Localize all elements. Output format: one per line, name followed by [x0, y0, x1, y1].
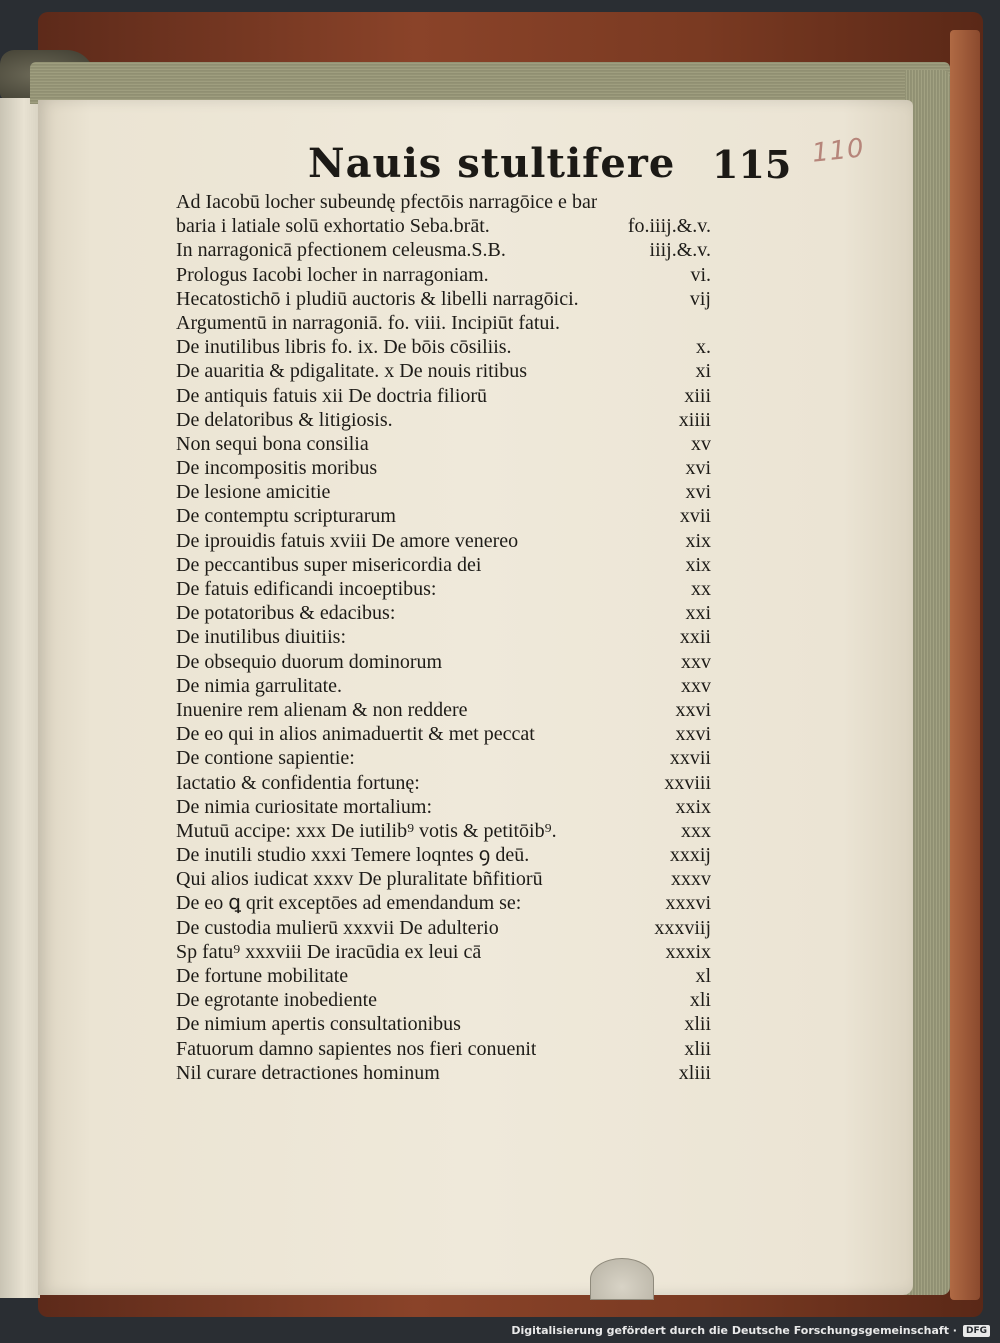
toc-entry-page: xxix: [675, 795, 711, 818]
toc-entry-page: xl: [695, 965, 711, 987]
toc-entry-title: De nimium apertis consultationibus: [176, 1013, 461, 1036]
cover-edge: [950, 30, 980, 1300]
toc-entry: [176, 771, 711, 795]
toc-entry-title: De incompositis moribus: [176, 457, 378, 480]
toc-entry-page: xix: [685, 553, 711, 576]
toc-entry-title: De egrotante inobediente: [176, 989, 378, 1012]
toc-entry: [176, 964, 711, 988]
toc-entry-title: De lesione amicitie: [176, 481, 331, 504]
toc-entry-page: xxvii: [669, 747, 711, 770]
toc-entry: [176, 238, 711, 262]
toc-entry-title: De inutili studio xxxi Temere loqntes ꝯ deū.: [176, 844, 530, 867]
toc-entry-title: De fatuis edificandi incoeptibus:: [176, 578, 437, 600]
toc-entry: [176, 867, 711, 891]
toc-entry: [176, 1037, 711, 1061]
toc-entry-title: De contemptu scripturarum: [176, 505, 396, 528]
toc-entry-page: xvi: [685, 457, 711, 480]
toc-entry: [176, 480, 711, 504]
toc-entry-page: xxvi: [675, 698, 711, 721]
toc-entry-title: Argumentū in narragoniā. fo. viii. Incipiūt fatui.: [176, 311, 560, 334]
toc-entry-page: xxvi: [675, 723, 711, 746]
toc-entry-page: iiij.&.v.: [649, 239, 711, 262]
toc-entry-title: De peccantibus super misericordia dei: [176, 553, 482, 576]
toc-entry: [176, 504, 711, 528]
credit-text: Digitalisierung gefördert durch die Deutsche Forschungsgemeinschaft ·: [511, 1324, 957, 1337]
toc-entry-page: xix: [685, 529, 711, 552]
toc-entry-title: De obsequio duorum dominorum: [176, 650, 443, 673]
toc-entry-title: De nimia garrulitate.: [176, 674, 343, 697]
toc-entry-title: De auaritia & pdigalitate. x De nouis ritibus: [176, 360, 528, 383]
toc-entry-title: Fatuorum damno sapientes nos fieri conuenit: [176, 1037, 537, 1060]
toc-entry: [176, 674, 711, 698]
toc-entry: [176, 722, 711, 746]
toc-entry-page: xiiii: [678, 408, 711, 431]
toc-entry-page: xxii: [679, 626, 711, 649]
toc-entry: [176, 746, 711, 770]
toc-entry-page: xxxix: [665, 940, 711, 963]
toc-entry-page: fo.iiij.&.v.: [627, 215, 711, 238]
book-clasp: [590, 1258, 654, 1300]
toc-entry: [176, 456, 711, 480]
toc-entry-title: De potatoribus & edacibus:: [176, 602, 396, 625]
toc-entry: [176, 553, 711, 577]
table-of-contents: [176, 190, 711, 1085]
dfg-logo: DFG: [963, 1325, 990, 1337]
page-heading: Nauis stultifere: [308, 140, 676, 187]
manuscript-page-number: 110: [810, 133, 867, 169]
toc-entry: [176, 214, 711, 238]
toc-entry-title: In narragonicā pfectionem celeusma.S.B.: [176, 239, 506, 262]
toc-entry-page: xlii: [684, 1013, 711, 1036]
toc-entry-page: xxviii: [664, 771, 711, 794]
toc-entry-title: De contione sapientie:: [176, 747, 355, 770]
toc-entry: [176, 1012, 711, 1036]
page-stack-top: [30, 62, 950, 104]
toc-entry-page: xxv: [681, 650, 711, 673]
toc-entry-title: Nil curare detractiones hominum: [176, 1061, 440, 1084]
toc-entry: [176, 384, 711, 408]
toc-entry-page: xi: [695, 360, 711, 383]
toc-entry-title: De delatoribus & litigiosis.: [176, 408, 393, 431]
toc-entry-title: Hecatostichō i pludiū auctoris & libelli narragōici.: [176, 287, 579, 310]
toc-entry-title: Sp fatu⁹ xxxviii De iracūdia ex leui cā: [176, 940, 482, 963]
toc-entry: [176, 891, 711, 915]
toc-entry: [176, 408, 711, 432]
folio-number: 115: [712, 142, 792, 187]
toc-entry: [176, 263, 711, 287]
toc-entry: [176, 940, 711, 964]
toc-entry: [176, 601, 711, 625]
toc-entry-page: xxxvi: [665, 892, 711, 915]
toc-entry-page: xxxviij: [654, 916, 711, 939]
toc-entry-page: xxv: [681, 674, 711, 697]
toc-entry: [176, 916, 711, 940]
toc-entry: [176, 311, 711, 335]
toc-entry-page: xlii: [684, 1037, 711, 1060]
toc-entry-page: xvi: [685, 481, 711, 504]
toc-entry-page: xliii: [678, 1061, 711, 1084]
toc-entry: [176, 698, 711, 722]
toc-entry-title: Iactatio & confidentia fortunę:: [176, 771, 420, 794]
toc-entry-page: xxx: [681, 819, 711, 842]
digitization-credit: [511, 1324, 990, 1337]
toc-entry-title: De eo qui in alios animaduertit & met peccat: [176, 723, 535, 746]
toc-entry-title: Ad Iacobū locher subeundę pfectōis narragōice e bar: [176, 191, 598, 213]
toc-entry: [176, 1061, 711, 1085]
toc-entry-title: De inutilibus libris fo. ix. De bōis cōsiliis.: [176, 336, 512, 359]
toc-entry-title: De inutilibus diuitiis:: [176, 626, 347, 649]
toc-entry: [176, 843, 711, 867]
toc-entry-page: xxi: [685, 602, 711, 625]
toc-entry-title: Mutuū accipe: xxx De iutilib⁹ votis & petitōib⁹.: [176, 819, 557, 842]
toc-entry-page: xxxv: [671, 868, 711, 891]
toc-entry: [176, 190, 711, 214]
toc-entry: [176, 577, 711, 601]
toc-entry-title: Non sequi bona consilia: [176, 432, 369, 455]
toc-entry: [176, 819, 711, 843]
toc-entry-title: Inuenire rem alienam & non reddere: [176, 698, 468, 721]
toc-entry-page: xiii: [684, 384, 711, 407]
toc-entry-title: De fortune mobilitate: [176, 965, 349, 987]
toc-entry-page: vij: [689, 287, 711, 310]
toc-entry: [176, 335, 711, 359]
toc-entry: [176, 359, 711, 383]
toc-entry: [176, 650, 711, 674]
toc-entry-page: xxxij: [669, 844, 711, 867]
toc-entry-title: De iprouidis fatuis xviii De amore venereo: [176, 529, 519, 552]
toc-entry-title: De custodia mulierū xxxvii De adulterio: [176, 916, 499, 939]
facing-page-edge: [0, 98, 40, 1298]
toc-entry: [176, 795, 711, 819]
toc-entry: [176, 529, 711, 553]
toc-entry: [176, 287, 711, 311]
toc-entry-page: xx: [691, 578, 711, 600]
toc-entry-title: Qui alios iudicat xxxv De pluralitate bñfitiorū: [176, 868, 543, 891]
toc-entry-title: De antiquis fatuis xii De doctria filiorū: [176, 384, 488, 407]
toc-entry-page: xvii: [679, 505, 711, 528]
toc-entry-page: vi.: [690, 263, 711, 286]
toc-entry-title: Prologus Iacobi locher in narragoniam.: [176, 263, 489, 286]
toc-entry-page: xv: [691, 432, 711, 455]
toc-entry-page: xli: [689, 989, 711, 1012]
toc-entry-title: De nimia curiositate mortalium:: [176, 795, 433, 818]
toc-entry-title: baria i latiale solū exhortatio Seba.brāt.: [176, 215, 490, 238]
toc-entry: [176, 625, 711, 649]
toc-entry-page: x.: [696, 336, 711, 359]
toc-entry: [176, 988, 711, 1012]
toc-entry: [176, 432, 711, 456]
toc-entry-title: De eo ꝗ qrit exceptōes ad emendandum se:: [176, 892, 522, 915]
